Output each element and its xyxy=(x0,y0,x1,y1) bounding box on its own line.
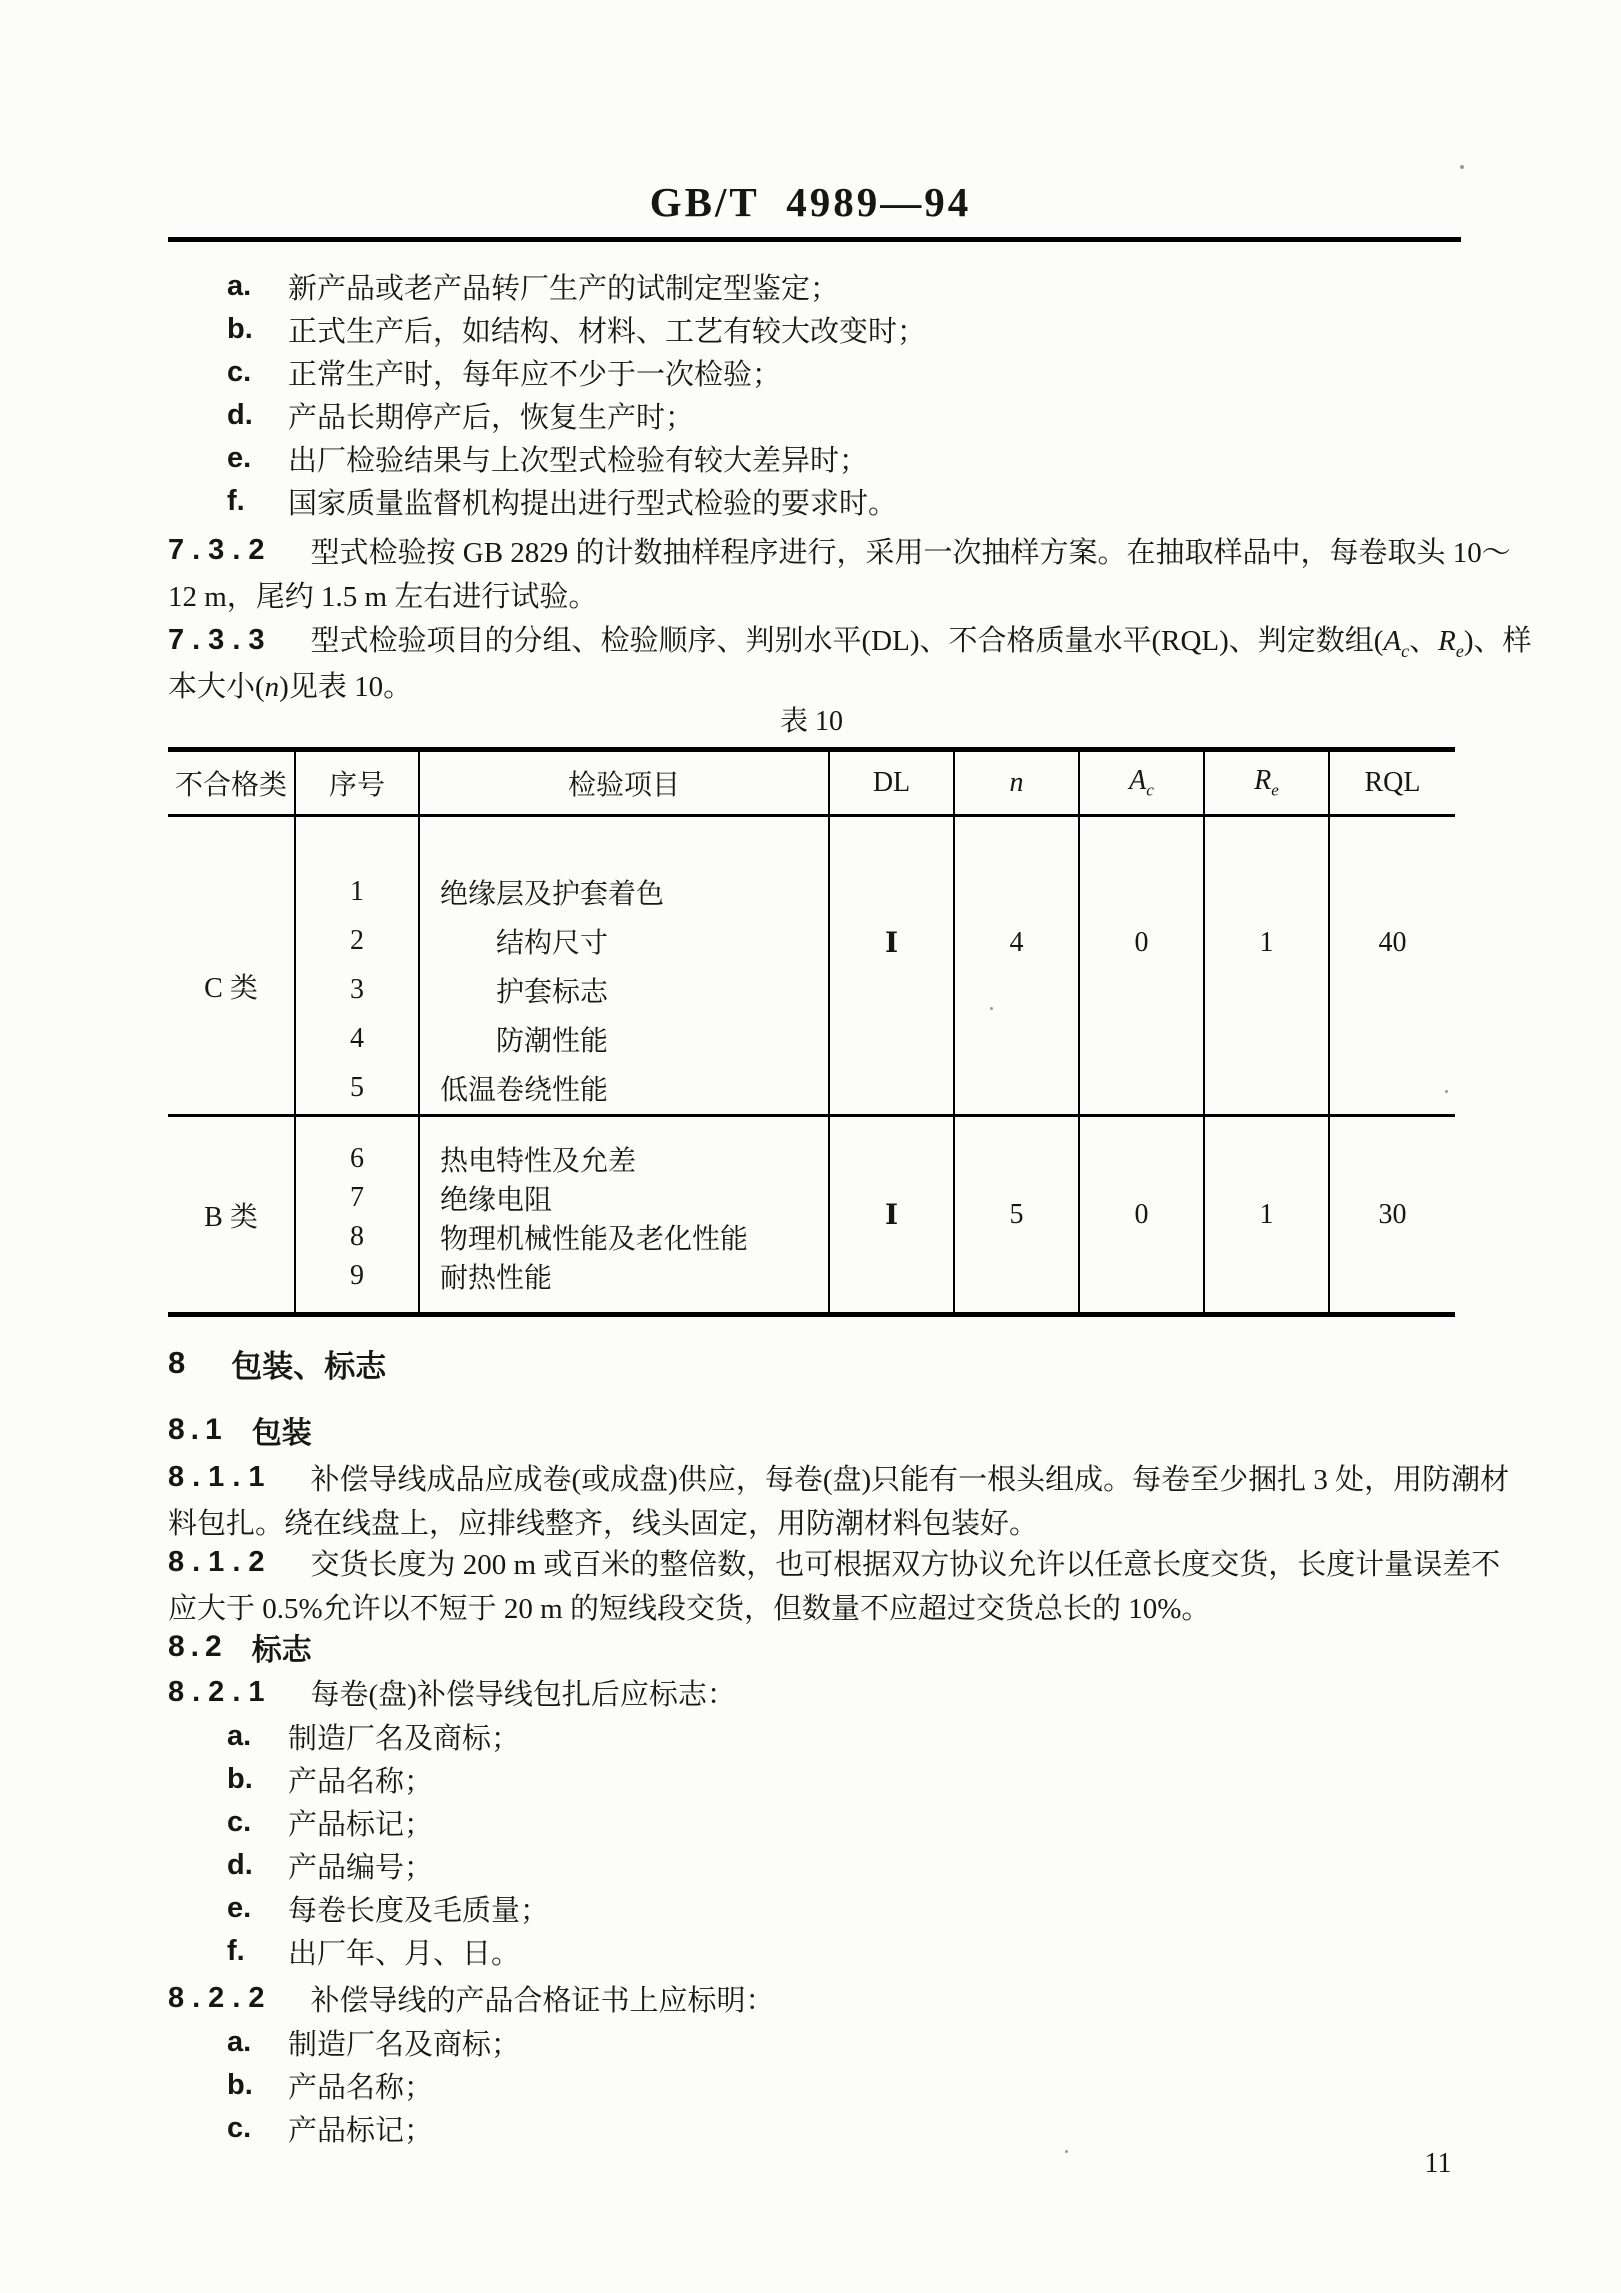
clause-number: 8.2.1 xyxy=(168,1675,273,1708)
scan-speck xyxy=(1460,165,1464,169)
list-item xyxy=(168,265,1468,308)
dl-value: Ⅰ xyxy=(830,1117,955,1312)
col-header-item: 检验项目 xyxy=(420,752,830,814)
test-item: 绝缘电阻 xyxy=(440,1184,553,1216)
serial-no: 4 xyxy=(350,1022,364,1054)
rql-value: 40 xyxy=(1378,926,1407,958)
table-10 xyxy=(168,747,1455,1317)
list-item-letter: e. xyxy=(227,442,252,474)
serial-column xyxy=(296,817,420,1114)
type-test-reason-list xyxy=(168,265,1468,523)
clause-number: 8.1.2 xyxy=(168,1545,273,1578)
col-header-serial: 序号 xyxy=(296,752,420,814)
serial-no: 6 xyxy=(350,1142,364,1174)
col-header-defect-class: 不合格类 xyxy=(168,752,296,814)
serial-no: 2 xyxy=(350,924,364,956)
test-item: 物理机械性能及老化性能 xyxy=(440,1223,749,1255)
list-item-text: 制造厂名及商标； xyxy=(288,1723,521,1755)
section-8-heading xyxy=(168,1341,1468,1385)
ac-value: 0 xyxy=(1080,817,1205,1114)
test-item: 耐热性能 xyxy=(440,1262,553,1294)
list-item xyxy=(168,1930,1468,1973)
clause-text-line: 补偿导线成品应成卷(或成盘)供应，每卷(盘)只能有一根头组成。每卷至少捆扎 3 处，用防潮材 xyxy=(310,1463,1510,1496)
clause-text-line: 12 m，尾约 1.5 m 左右进行试验。 xyxy=(168,580,598,613)
list-item-letter: a. xyxy=(227,1720,252,1752)
clause-8-1-heading xyxy=(168,1408,1468,1452)
re-value: 1 xyxy=(1205,1117,1330,1312)
list-item-text: 产品标记； xyxy=(288,1809,434,1841)
list-item-text: 制造厂名及商标； xyxy=(288,2029,521,2061)
table-row-class-c xyxy=(168,817,1455,1117)
scan-speck xyxy=(990,1007,993,1010)
col-header-ac: $A_c$ xyxy=(1080,752,1205,814)
clause-text-line: 型式检验按 GB 2829 的计数抽样程序进行，采用一次抽样方案。在抽取样品中，每卷取头 10～ xyxy=(310,536,1511,569)
list-item xyxy=(168,1801,1468,1844)
list-item-text: 正式生产后，如结构、材料、工艺有较大改变时； xyxy=(288,316,927,348)
clause-8-2-1 xyxy=(168,1670,1468,1714)
list-item xyxy=(168,2064,1468,2107)
item-column xyxy=(420,1117,830,1312)
clause-8-1-1 xyxy=(168,1455,1510,1543)
list-item-letter: b. xyxy=(227,313,253,345)
clause-number: 7.3.2 xyxy=(168,533,273,566)
test-item: 防潮性能 xyxy=(496,1025,609,1057)
n-value: 4 xyxy=(955,817,1080,1114)
list-item-letter: b. xyxy=(227,2069,253,2101)
defect-class-label: C 类 xyxy=(168,817,296,1114)
section-title: 包装、标志 xyxy=(231,1348,387,1384)
item-column xyxy=(420,817,830,1114)
clause-text-line: 每卷(盘)补偿导线包扎后应标志： xyxy=(310,1678,736,1711)
clause-text-line: 型式检验项目的分组、检验顺序、判别水平(DL)、不合格质量水平(RQL)、判定数组($A_c$、$R_e$)、样 xyxy=(310,625,1532,661)
rql-value: 30 xyxy=(1378,1198,1407,1230)
defect-class-label: B 类 xyxy=(168,1117,296,1312)
list-item-letter: c. xyxy=(227,1806,252,1838)
clause-8-2-2 xyxy=(168,1976,1468,2020)
list-item xyxy=(168,480,1468,523)
test-item: 低温卷绕性能 xyxy=(440,1074,609,1106)
list-item-text: 国家质量监督机构提出进行型式检验的要求时。 xyxy=(288,488,898,520)
clause-title: 标志 xyxy=(251,1634,312,1667)
list-item-text: 正常生产时，每年应不少于一次检验； xyxy=(288,359,782,391)
list-item-letter: d. xyxy=(227,399,253,431)
list-item xyxy=(168,1887,1468,1930)
doc-number-header: GB/T 4989—94 xyxy=(649,179,972,225)
list-item-text: 产品长期停产后，恢复生产时； xyxy=(288,402,695,434)
list-item xyxy=(168,1844,1468,1887)
list-item-letter: f. xyxy=(227,1935,245,1967)
list-item xyxy=(168,1758,1468,1801)
serial-no: 7 xyxy=(350,1181,364,1213)
clause-text-line: 补偿导线的产品合格证书上应标明： xyxy=(310,1984,775,2017)
table-header-row xyxy=(168,752,1455,817)
list-item-text: 产品编号； xyxy=(288,1852,434,1884)
serial-no: 9 xyxy=(350,1259,364,1291)
certificate-list xyxy=(168,2021,1468,2150)
serial-no: 1 xyxy=(350,875,364,907)
dl-value: Ⅰ xyxy=(830,817,955,1114)
list-item xyxy=(168,394,1468,437)
test-item: 护套标志 xyxy=(496,976,609,1008)
list-item-text: 新产品或老产品转厂生产的试制定型鉴定； xyxy=(288,273,840,305)
list-item-letter: a. xyxy=(227,2026,252,2058)
clause-7-3-3 xyxy=(168,618,1532,706)
clause-number: 8.1 xyxy=(168,1413,228,1446)
table-row-class-b xyxy=(168,1117,1455,1312)
list-item xyxy=(168,351,1468,394)
serial-no: 5 xyxy=(350,1071,364,1103)
list-item-text: 出厂检验结果与上次型式检验有较大差异时； xyxy=(288,445,869,477)
serial-column xyxy=(296,1117,420,1312)
re-value: 1 xyxy=(1205,817,1330,1114)
col-header-dl: DL xyxy=(830,752,955,814)
clause-text-line: 料包扎。绕在线盘上，应排线整齐，线头固定，用防潮材料包装好。 xyxy=(168,1507,1039,1540)
list-item-text: 出厂年、月、日。 xyxy=(288,1938,521,1970)
list-item-letter: a. xyxy=(227,270,252,302)
test-item: 热电特性及允差 xyxy=(440,1145,637,1177)
list-item-letter: d. xyxy=(227,1849,253,1881)
col-header-n: n xyxy=(955,752,1080,814)
clause-number: 8.1.1 xyxy=(168,1460,273,1493)
clause-title: 包装 xyxy=(251,1417,312,1450)
list-item xyxy=(168,1715,1468,1758)
test-item: 结构尺寸 xyxy=(496,927,609,959)
clause-7-3-2 xyxy=(168,528,1511,616)
col-header-rql: RQL xyxy=(1364,767,1421,798)
n-value: 5 xyxy=(955,1117,1080,1312)
list-item-text: 产品名称； xyxy=(288,1766,434,1798)
serial-no: 3 xyxy=(350,973,364,1005)
test-item: 绝缘层及护套着色 xyxy=(440,878,665,910)
clause-8-1-2 xyxy=(168,1540,1501,1628)
serial-no: 8 xyxy=(350,1220,364,1252)
scan-speck xyxy=(1065,2150,1068,2153)
table-caption: 表 10 xyxy=(779,706,843,737)
list-item-letter: e. xyxy=(227,1892,252,1924)
list-item xyxy=(168,2021,1468,2064)
header-rule xyxy=(168,237,1461,242)
col-header-re: $R_e$ xyxy=(1205,752,1330,814)
list-item-letter: f. xyxy=(227,485,245,517)
clause-number: 7.3.3 xyxy=(168,623,273,656)
clause-text-line: 本大小(n)见表 10。 xyxy=(168,670,413,703)
list-item xyxy=(168,2107,1468,2150)
clause-8-2-heading xyxy=(168,1625,1468,1669)
list-item-letter: b. xyxy=(227,1763,253,1795)
clause-number: 8.2.2 xyxy=(168,1981,273,2014)
marking-list xyxy=(168,1715,1468,1973)
list-item-text: 产品标记； xyxy=(288,2115,434,2147)
scan-speck xyxy=(1445,1090,1448,1093)
clause-text-line: 应大于 0.5%允许以不短于 20 m 的短线段交货，但数量不应超过交货总长的 10%。 xyxy=(168,1592,1211,1625)
list-item-letter: c. xyxy=(227,2112,252,2144)
page-number: 11 xyxy=(1424,2148,1452,2179)
section-number: 8 xyxy=(168,1345,190,1380)
list-item xyxy=(168,437,1468,480)
clause-text-line: 交货长度为 200 m 或百米的整倍数，也可根据双方协议允许以任意长度交货，长度计量误差不 xyxy=(310,1548,1501,1581)
list-item-text: 产品名称； xyxy=(288,2072,434,2104)
list-item-text: 每卷长度及毛质量； xyxy=(288,1895,550,1927)
list-item xyxy=(168,308,1468,351)
clause-number: 8.2 xyxy=(168,1630,228,1663)
list-item-letter: c. xyxy=(227,356,252,388)
ac-value: 0 xyxy=(1080,1117,1205,1312)
